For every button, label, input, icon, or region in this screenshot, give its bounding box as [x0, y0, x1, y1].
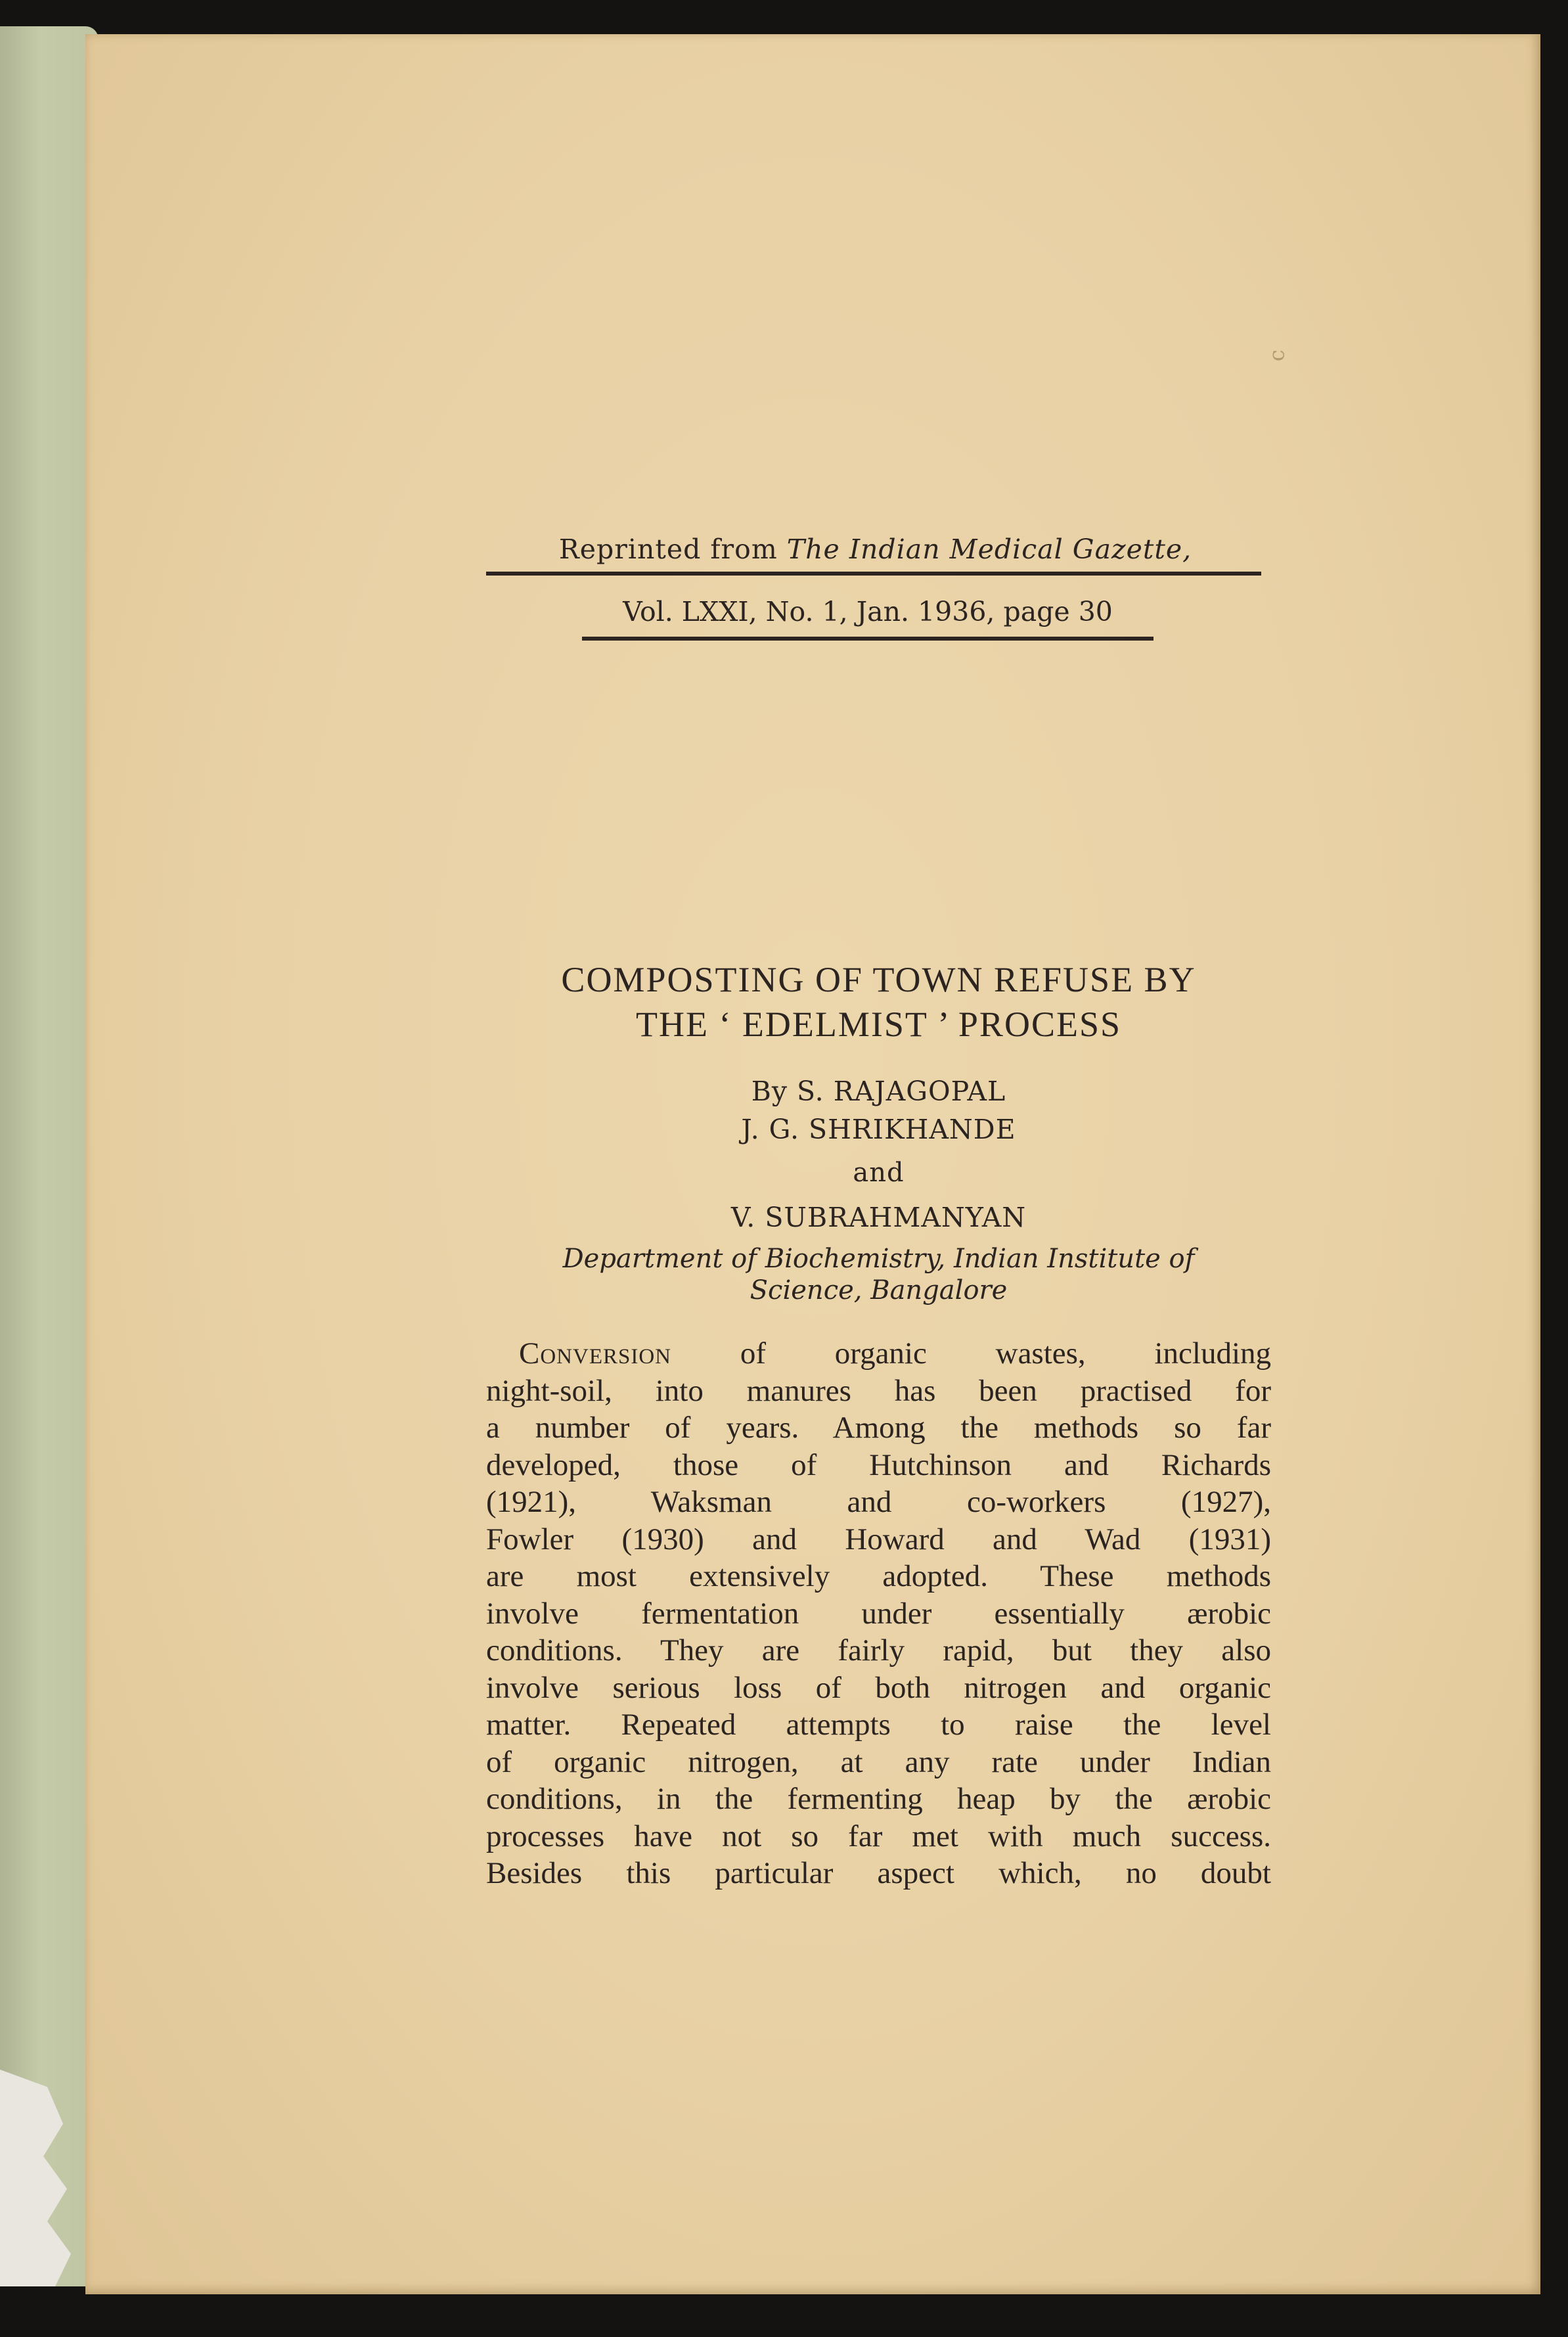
title-line-2: THE ‘ EDELMIST ’ PROCESS [635, 1005, 1122, 1044]
article-body [486, 1335, 1271, 1892]
reprint-rule-bottom [582, 637, 1154, 641]
body-line [486, 1335, 1271, 1373]
title-line-1: COMPOSTING OF TOWN REFUSE BY [561, 960, 1196, 999]
body-line: (1921), Waksman and co-workers (1927), [486, 1485, 1271, 1519]
author-2: J. G. SHRIKHANDE [741, 1114, 1016, 1145]
affiliation-line-2: Science, Bangalore [750, 1275, 1008, 1305]
author-3: V. SUBRAHMANYAN [730, 1202, 1027, 1233]
affiliation [486, 1243, 1271, 1306]
author-list [486, 1072, 1271, 1237]
cover-strip [0, 26, 99, 2286]
pencil-mark: ɔ [1267, 350, 1293, 361]
body-line: conditions. They are fairly rapid, but they also [486, 1633, 1271, 1668]
body-line: Besides this particular aspect which, no doubt [486, 1856, 1271, 1890]
volume-line: Vol. LXXI, No. 1, Jan. 1936, page 30 [623, 596, 1113, 627]
body-line: night-soil, into manures has been practised for [486, 1373, 1271, 1408]
body-line-text: of organic wastes, including [740, 1336, 1272, 1371]
reprint-line [486, 533, 1265, 565]
author-conjunction: and [853, 1158, 905, 1188]
body-line: developed, those of Hutchinson and Richards [486, 1447, 1271, 1482]
body-line: matter. Repeated attempts to raise the level [486, 1708, 1271, 1742]
reprint-prefix: Reprinted from [558, 533, 778, 565]
article-title [486, 957, 1271, 1047]
lead-word: Conversion [519, 1336, 672, 1371]
body-line: processes have not so far met with much success. [486, 1819, 1271, 1853]
body-line: of organic nitrogen, at any rate under Indian [486, 1744, 1271, 1779]
document-page [85, 34, 1540, 2294]
reprint-rule-top [486, 572, 1261, 576]
body-line: a number of years. Among the methods so far [486, 1411, 1271, 1445]
body-line: involve serious loss of both nitrogen and organic [486, 1670, 1271, 1705]
affiliation-line-1: Department of Biochemistry, Indian Institute of [562, 1244, 1195, 1274]
author-1: By S. RAJAGOPAL [751, 1076, 1006, 1107]
body-line: involve fermentation under essentially ærobic [486, 1596, 1271, 1631]
body-line: Fowler (1930) and Howard and Wad (1931) [486, 1522, 1271, 1556]
body-line: are most extensively adopted. These methods [486, 1559, 1271, 1593]
body-line: conditions, in the fermenting heap by the ærobic [486, 1782, 1271, 1816]
journal-name: The Indian Medical Gazette, [786, 533, 1192, 565]
